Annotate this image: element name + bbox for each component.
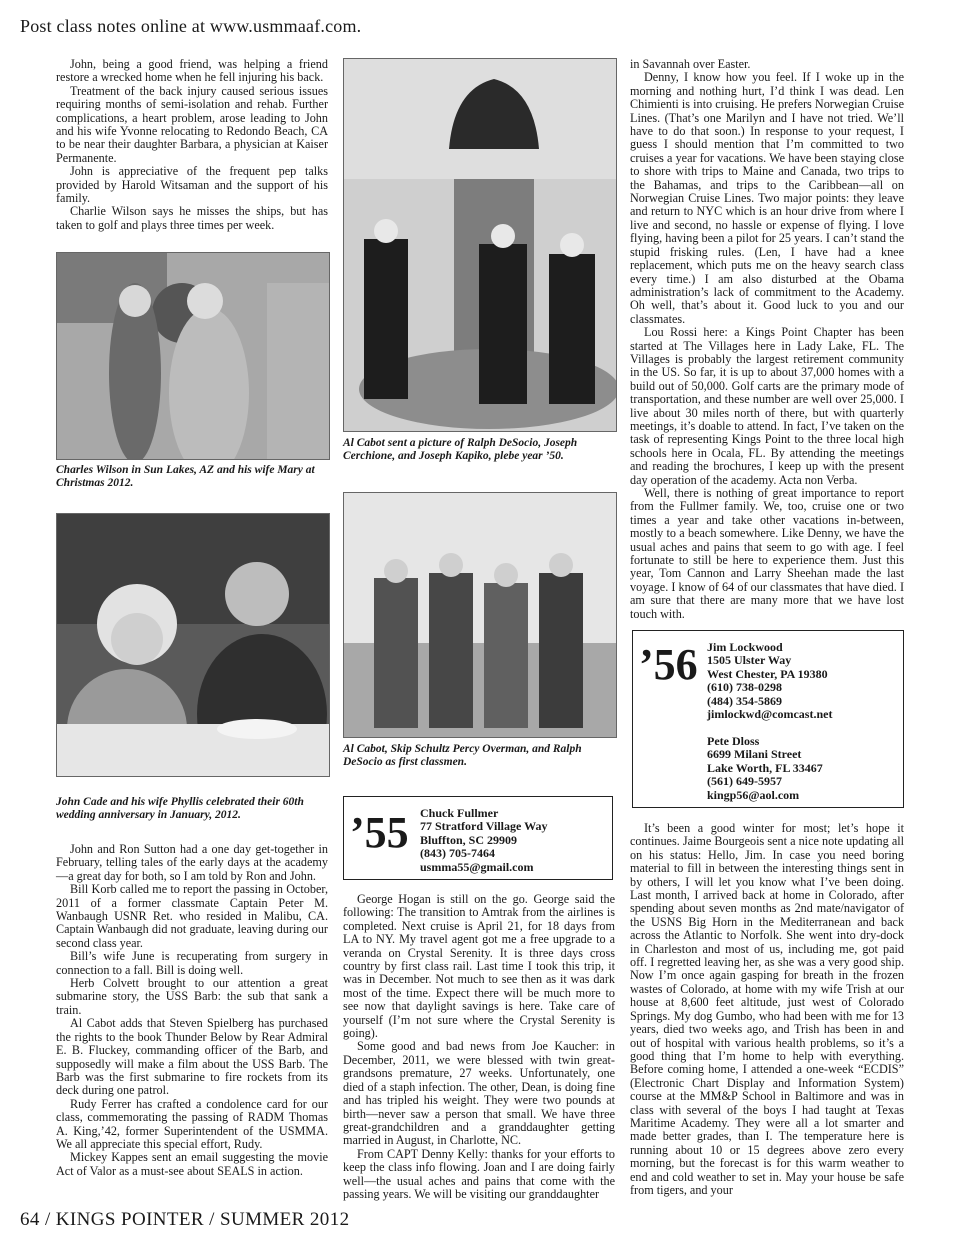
class-55-secretary bbox=[420, 807, 608, 874]
paragraph: Rudy Ferrer has crafted a condolence card for our class, commemorating the passing of RADM Thomas A. King,’42, former Superintendent of the USMMA. We all appreciate this special effort, Rudy. bbox=[56, 1096, 328, 1151]
contact-name: Chuck Fullmer bbox=[420, 806, 499, 820]
class-55-contact-box bbox=[343, 796, 613, 880]
caption-plebe: Al Cabot sent a picture of Ralph DeSocio, Joseph Cerchione, and Joseph Kapiko, plebe year ’50. bbox=[343, 437, 578, 462]
paragraph: It’s been a good winter for most; let’s hope it continues. Jaime Bourgeois sent a nice note updating all on his status: Hello, Jim. In case you need boring material to fill in between the interesting things sent in by others, I will let you know what I’ve been doing. Last month, I arrived back at home in Colorado, after spending about seven months as 2nd mate/navigator of the USNS Big Horn in the Mediterranean and back across the Atlantic to Norfolk. She went into dry-dock in Charleston and most of us, including me, got paid off. I regretted leaving her, as she was a very good ship. Now I’m once again gasping for breath in the frozen wastes of Colorado, at home with my wife Trish at our house at 8,600 feet altitude, just west of Colorado Springs. My dog Gumbo, who had been with me for 13 years, died two weeks ago, and Trish has been in and out of hospital with various health problems, so it’s a good thing that I’m home to help with everything. Before coming home, I attended a one-week “ECDIS” (Electronic Chart Display and Information System) course at the MM&P School in Baltimore and was in class with several of the boys I had taught at Texas Maritime Academy. They were all a lot smarter and made better grades, than I. The temperature here is running about 10 or 15 degrees above zero every morning, but the forecast is for this warm weather to end and cold weather to set in. May your house be safe from tigers, and your bbox=[630, 821, 904, 1197]
contact-street: 1505 Ulster Way bbox=[707, 653, 792, 668]
contact-city: West Chester, PA 19380 bbox=[707, 666, 828, 681]
contact-phone: (561) 649-5957 bbox=[707, 774, 782, 789]
contact-phone: (610) 738-0298 bbox=[707, 680, 782, 695]
caption-cade-text: John Cade and his wife Phyllis celebrated their 60th wedding anniversary in January, 2012. bbox=[56, 796, 304, 821]
contact-street: 6699 Milani Street bbox=[707, 747, 802, 762]
page-footer: 64 / KINGS POINTER / SUMMER 2012 bbox=[20, 1209, 350, 1230]
col3-top-text bbox=[630, 58, 904, 621]
paragraph: John and Ron Sutton had a one day get-together in February, telling tales of the early days at the academy—a great day for both, so I am told by Ron and John. bbox=[56, 842, 328, 883]
paragraph: Denny, I know how you feel. If I woke up in the morning and nothing hurt, I’d think I was dead. Len Chimienti is into cruising. He prefers Norwegian Cruise Lines. (That’s one Marilyn and I have not tried. We’ll have to do that soon.) In response to your request, I guess I should mention that I’m committed to two cruises a year for vacations. We have been staying close to shore with trips to Maine and Canada, two trips to the Bahamas, and trips to the Caribbean—all on Norwegian Cruise Lines. Two major points: they leave and return to NYC which is an hour drive from where I live and second, no hassle or expense of flying. I love flying, having been a pilot for 25 years. I can’t stand the stupid frisking rules. (Len, I have had a knee replacement, which puts me on the heavy search class every time.) I am also disturbed at the Obama administration’s lack of commitment to the Academy. Oh well, that’s about it. Good luck to you and our classmates. bbox=[630, 70, 904, 326]
contact-email: jimlockwd@comcast.net bbox=[707, 707, 833, 722]
paragraph: George Hogan is still on the go. George said the following: The transition to Amtrak from the airlines is completed. Next cruise is April 21, for 18 days from LA to NY. My travel agent got me a free upgrade to a veranda on Crystal Serenity. It is three days cross country by first class rail. Last time I took this trip, it was in December. Not much to see then as it was dark most of the time. Expect there will be much more to see now that daylight savings is here. Take care of yourself (I’m not sure where the Crystal Serenity is going). bbox=[343, 892, 615, 1041]
col1-top-text bbox=[56, 58, 328, 232]
class-year-55: ’55 bbox=[350, 808, 409, 857]
paragraph: Bill’s wife June is recuperating from surgery in connection to a fall. Bill is doing well. bbox=[56, 949, 328, 977]
contact-name: Jim Lockwood bbox=[707, 640, 783, 654]
page-header: Post class notes online at www.usmmaaf.com. bbox=[20, 16, 362, 36]
class-56-secretary-1 bbox=[707, 641, 899, 721]
paragraph: John is appreciative of the frequent pep talks provided by Harold Witsaman and the support of his family. bbox=[56, 164, 328, 206]
contact-street: 77 Stratford Village Way bbox=[420, 819, 548, 834]
photo-cade bbox=[56, 513, 330, 777]
paragraph: Herb Colvett brought to our attention a great submarine story, the USS Barb: the sub that sank a train. bbox=[56, 976, 328, 1017]
paragraph: Some good and bad news from Joe Kaucher: in December, 2011, we were blessed with twin great-grandsons premature, 27 weeks. Unfortunately, one died of a staph infection. The other, Dean, is doing fine and has tripled his weight. They were two pounds at birth—never saw a person that small. We have three great-grandchildren and a granddaughter getting married in August, in Charlotte, NC. bbox=[343, 1039, 615, 1148]
paragraph: in Savannah over Easter. bbox=[630, 57, 751, 71]
contact-phone: (484) 354-5869 bbox=[707, 693, 782, 708]
contact-email: kingp56@aol.com bbox=[707, 787, 800, 802]
paragraph: From CAPT Denny Kelly: thanks for your efforts to keep the class info flowing. Joan and I are doing fairly well—the usual aches and pains that come with the passing years. We will be visiting our granddaughter bbox=[343, 1146, 615, 1201]
col1-bottom-text bbox=[56, 843, 328, 1178]
col3-bottom-text bbox=[630, 822, 904, 1197]
caption-first-classmen: Al Cabot, Skip Schultz Percy Overman, and Ralph DeSocio as first classmen. bbox=[343, 743, 582, 768]
paragraph: John, being a good friend, was helping a friend restore a wrecked home when he fell injuring his back. bbox=[56, 57, 328, 85]
contact-city: Lake Worth, FL 33467 bbox=[707, 760, 823, 775]
contact-email: usmma55@gmail.com bbox=[420, 859, 534, 874]
contact-city: Bluffton, SC 29909 bbox=[420, 832, 518, 847]
class-year-56: ’56 bbox=[639, 640, 698, 689]
paragraph: Well, there is nothing of great importance to report from the Fullmer family. We, too, cruise one or two times a year and take other vacations in-between, mostly to a beach somewhere. Like Denny, we have the usual aches and pains that seem to go with age. I feel fortunate to still be here to experience them. Just this year, Tom Cannon and Larry Sheehan made the last voyage. I know of 64 of our classmates that have died. I am sure that there are many more that we have lost touch with. bbox=[630, 486, 904, 621]
photo-first-classmen bbox=[343, 492, 617, 738]
paragraph: Mickey Kappes sent an email suggesting the movie Act of Valor as a must-see about SEALS in action. bbox=[56, 1150, 328, 1178]
paragraph: Charlie Wilson says he misses the ships, but has taken to golf and plays three times per week. bbox=[56, 204, 328, 232]
photo-wilson bbox=[56, 252, 330, 460]
contact-name: Pete Dloss bbox=[707, 734, 760, 748]
photo-plebe-year bbox=[343, 58, 617, 432]
col2-bottom-text bbox=[343, 893, 615, 1201]
paragraph: Lou Rossi here: a Kings Point Chapter has been started at The Villages here in Lady Lake, FL. The Villages is probably the largest retirement community in the US. So far, it is up to about 37,000 homes with a build out of 50,000. Golf carts are the primary mode of transportation, and these number are well over 25,000. I live about 30 miles north of there, but with quarterly meetings, it’s doable to attend. In fact, I’ve taken on the task of representing Kings Point to the three local high schools here in Ocala, FL. By attending the meetings and reading the brochures, I keep up with the present day operation of the academy. Acta non Verba. bbox=[630, 325, 904, 487]
caption-wilson: Charles Wilson in Sun Lakes, AZ and his wife Mary at Christmas 2012. bbox=[56, 464, 315, 489]
paragraph: Treatment of the back injury caused serious issues requiring months of semi-isolation and rehab. Further complications, a heart problem, arose leading to John and his wife Yvonne relocating to Redondo Beach, CA to be near their daughter Barbara, a physician at Kaiser Permanente. bbox=[56, 83, 328, 165]
class-56-contact-box bbox=[632, 630, 904, 808]
paragraph: Bill Korb called me to report the passing in October, 2011 of a former classmate Captain Peter M. Wanbaugh USNR Ret. who resided in Malibu, CA. Captain Wanbaugh did not graduate, leaving during our second class year. bbox=[56, 882, 328, 950]
paragraph: Al Cabot adds that Steven Spielberg has purchased the rights to the book Thunder Below by Rear Admiral E. B. Fluckey, commanding officer of the Barb, and supposedly will make a film about the USS Barb. The Barb was the first submarine to fire rockets from its deck during one patrol. bbox=[56, 1016, 328, 1098]
class-56-secretary-2 bbox=[707, 735, 899, 802]
contact-phone: (843) 705-7464 bbox=[420, 846, 495, 861]
caption-cade bbox=[56, 796, 328, 822]
